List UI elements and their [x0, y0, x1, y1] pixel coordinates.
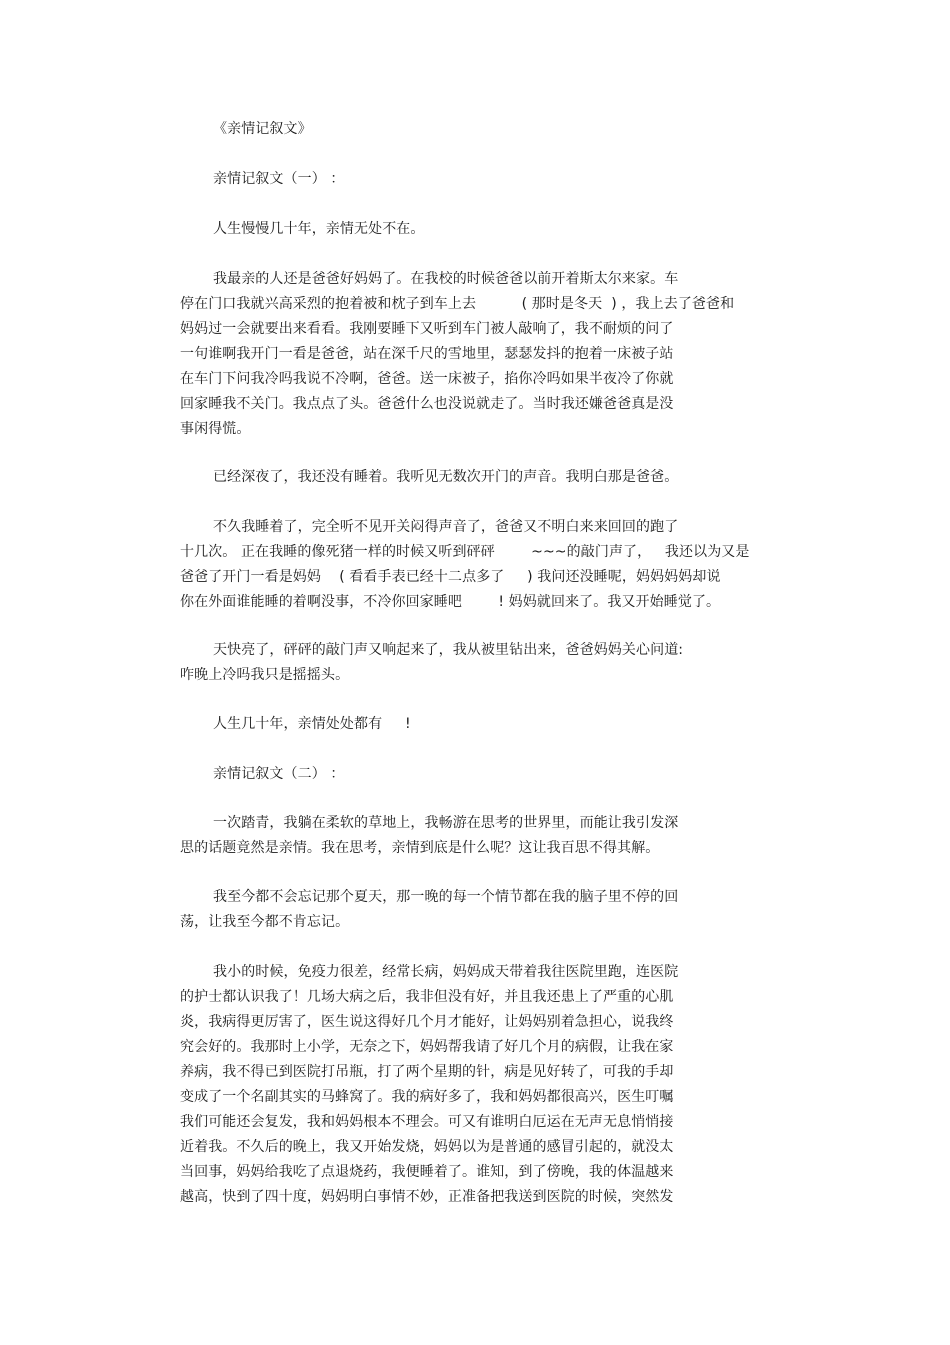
paragraph-line: 变成了一个名副其实的马蜂窝了。我的病好多了，我和妈妈都很高兴，医生叮嘱 [180, 1089, 674, 1105]
paragraph-line: 妈妈过一会就要出来看看。我刚要睡下又听到车门被人敲响了，我不耐烦的问了 [180, 321, 674, 337]
paragraph-8 [180, 960, 780, 1210]
paragraph-line: 不久我睡着了，完全听不见开关闷得声音了，爸爸又不明白来来回回的跑了 [213, 519, 679, 535]
paragraph-line: 在车门下问我冷吗我说不冷啊，爸爸。送一床被子，掐你冷吗如果半夜冷了你就 [180, 371, 674, 387]
paragraph-4 [180, 638, 780, 688]
paragraph-line: 究会好的。我那时上小学，无奈之下，妈妈帮我请了好几个月的病假，让我在家 [180, 1039, 674, 1055]
section-heading-2: 亲情记叙文（二） ： [213, 766, 345, 782]
paragraph-line: 思的话题竟然是亲情。我在思考，亲情到底是什么呢？这让我百思不得其解。 [180, 840, 660, 856]
paragraph-line: 一句谁啊我开门一看是爸爸，站在深千尺的雪地里，瑟瑟发抖的抱着一床被子站 [180, 346, 674, 362]
paragraph-line: 停在门口我就兴高采烈的抱着被和枕子到车上去 ( 那时是冬天 ) ，我上去了爸爸和 [180, 296, 735, 312]
paragraph-line: 我们可能还会复发，我和妈妈根本不理会。可又有谁明白厄运在无声无息悄悄接 [180, 1114, 674, 1130]
paragraph-line: 越高，快到了四十度，妈妈明白事情不妙，正准备把我送到医院的时候，突然发 [180, 1189, 674, 1205]
paragraph-line: 一次踏青，我躺在柔软的草地上，我畅游在思考的世界里，而能让我引发深 [213, 815, 679, 831]
paragraph-line: 天快亮了，砰砰的敲门声又响起来了，我从被里钻出来，爸爸妈妈关心问道: [213, 642, 684, 658]
document-title: 《亲情记叙文》 [213, 121, 312, 137]
paragraph-line: 我至今都不会忘记那个夏天，那一晚的每一个情节都在我的脑子里不停的回 [213, 889, 679, 905]
paragraph-line: 你在外面谁能睡的着啊没事，不冷你回家睡吧 ! 妈妈就回来了。我又开始睡觉了。 [180, 594, 721, 610]
paragraph-intro: 人生慢慢几十年，亲情无处不在。 [213, 221, 425, 237]
paragraph-line: 咋晚上冷吗我只是摇摇头。 [180, 667, 350, 683]
paragraph-6 [180, 811, 780, 861]
paragraph-5: 人生几十年，亲情处处都有 ! [213, 716, 411, 732]
paragraph-3 [180, 515, 780, 615]
paragraph-line: 当回事，妈妈给我吃了点退烧药，我便睡着了。谁知，到了傍晚，我的体温越来 [180, 1164, 674, 1180]
paragraph-line: 荡，让我至今都不肯忘记。 [180, 914, 350, 930]
paragraph-1 [180, 267, 780, 442]
paragraph-line: 我小的时候，免疫力很差，经常长病，妈妈成天带着我往医院里跑，连医院 [213, 964, 679, 980]
paragraph-line: 爸爸了开门一看是妈妈 ( 看看手表已经十二点多了 ) 我问还没睡呢，妈妈妈妈却说 [180, 569, 721, 585]
paragraph-line: 事闲得慌。 [180, 421, 251, 437]
paragraph-7 [180, 885, 780, 935]
section-heading-1: 亲情记叙文（一） ： [213, 171, 345, 187]
paragraph-line: 我最亲的人还是爸爸好妈妈了。在我校的时候爸爸以前开着斯太尔来家。车 [213, 271, 679, 287]
paragraph-line: 养病，我不得已到医院打吊瓶，打了两个星期的针，病是见好转了，可我的手却 [180, 1064, 674, 1080]
paragraph-line: 回家睡我不关门。我点点了头。爸爸什么也没说就走了。当时我还嫌爸爸真是没 [180, 396, 674, 412]
paragraph-2: 已经深夜了，我还没有睡着。我听见无数次开门的声音。我明白那是爸爸。 [213, 469, 679, 485]
paragraph-line: 近着我。不久后的晚上，我又开始发烧，妈妈以为是普通的感冒引起的，就没太 [180, 1139, 674, 1155]
paragraph-line: 的护士都认识我了！几场大病之后，我非但没有好，并且我还患上了严重的心肌 [180, 989, 674, 1005]
paragraph-line: 十几次。 正在我睡的像死猪一样的时候又听到砰砰 ~~~的敲门声了， 我还以为又是 [180, 544, 750, 560]
paragraph-line: 炎，我病得更厉害了，医生说这得好几个月才能好，让妈妈别着急担心，说我终 [180, 1014, 674, 1030]
